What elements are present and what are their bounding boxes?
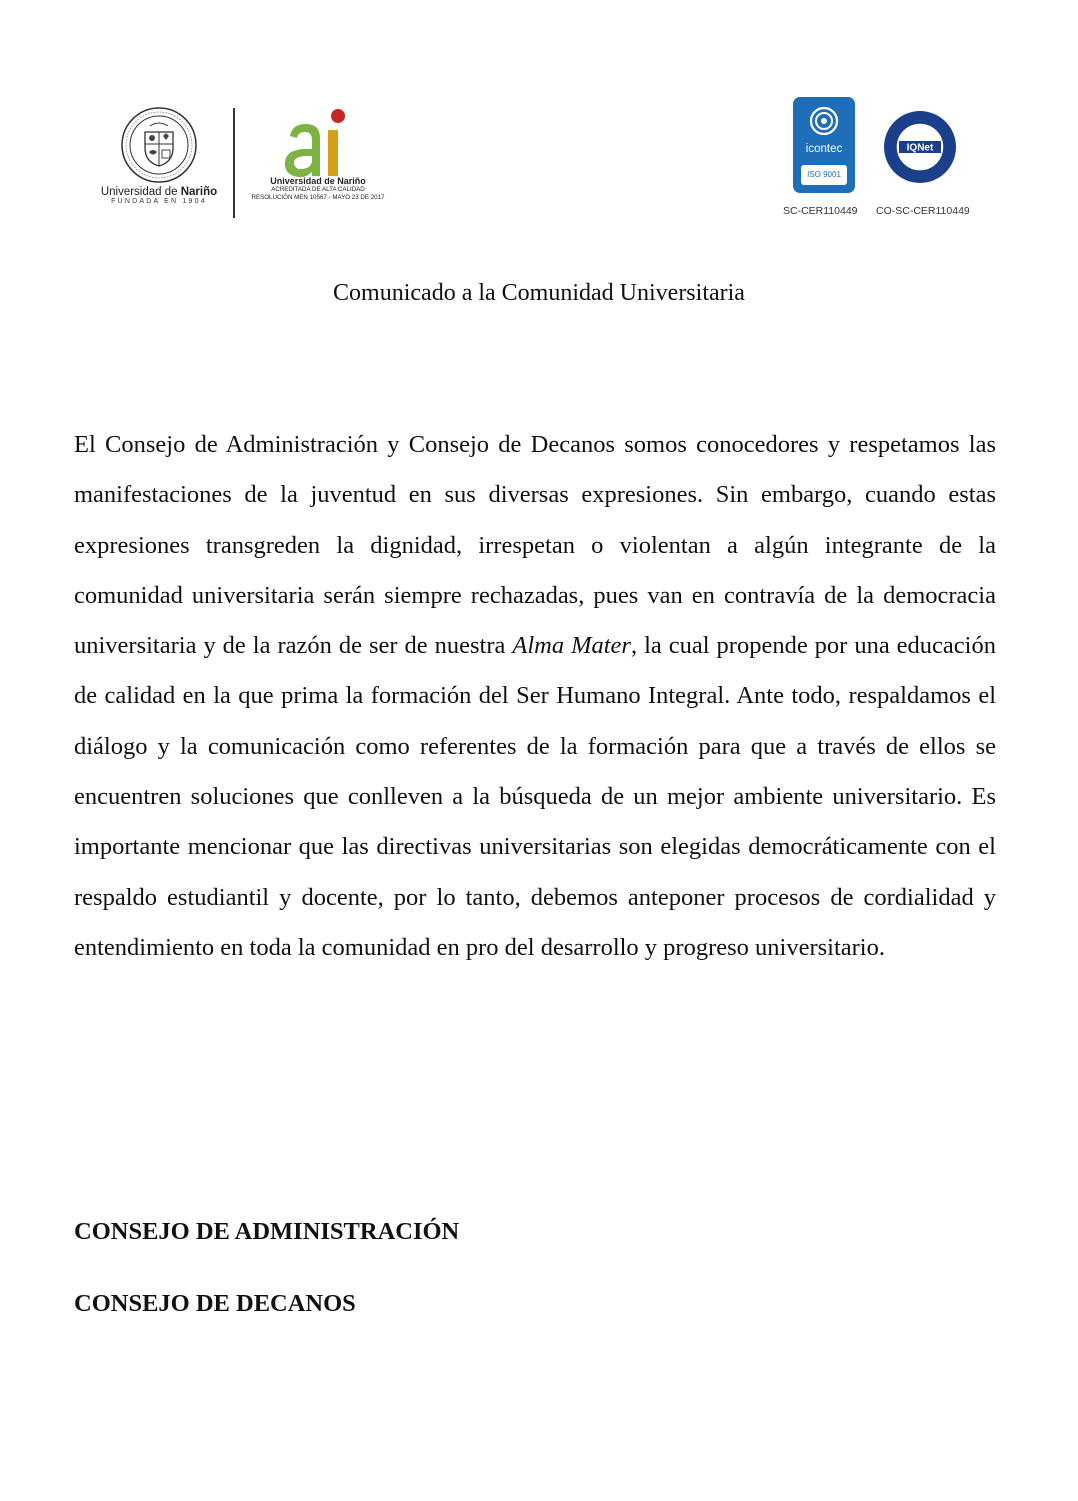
university-seal-icon (120, 106, 198, 184)
icontec-icon (793, 97, 855, 143)
university-name: Universidad de Nariño (100, 186, 218, 198)
icontec-standard: ISO 9001 (801, 165, 847, 185)
document-body (74, 420, 996, 973)
document-title: Comunicado a la Comunidad Universitaria (333, 280, 745, 306)
university-founded: FUNDADA EN 1904 (111, 198, 207, 205)
university-seal-block (98, 106, 220, 205)
accreditation-logo-block (248, 106, 388, 202)
body-text-italic: Alma Mater (512, 632, 631, 660)
accreditation-line-2: RESOLUCIÓN MEN 10567 - MAYO 23 DE 2017 (251, 194, 385, 201)
university-logo-block (98, 106, 388, 218)
logo-divider (233, 108, 235, 218)
signature-consejo-decanos: CONSEJO DE DECANOS (74, 1290, 356, 1317)
certification-logos (780, 97, 980, 222)
icontec-name: icontec (805, 143, 843, 155)
cert-code-2: CO-SC-CER110449 (876, 205, 970, 217)
body-text-part-2: , la cual propende por una educación de calidad en la que prima la formación del Ser Humano Integral. Ante todo, respaldamos el diálogo y la comunicación como referentes de la formación para que a través de ellos se encuentren soluciones que conlleven a la búsqueda de un mejor ambiente universitario. Es importante mencionar que las directivas universitarias son elegidas democráticamente con el respaldo estudiantil y docente, por lo tanto, debemos anteponer procesos de cordialidad y entendimiento en toda la comunidad en pro del desarrollo y progreso universitario. (74, 632, 996, 961)
iqnet-text: IQNet (906, 142, 934, 154)
iqnet-certification-icon (882, 109, 958, 185)
ai-accreditation-icon (278, 106, 358, 178)
signature-consejo-administracion: CONSEJO DE ADMINISTRACIÓN (74, 1218, 460, 1245)
accreditation-university-name: Universidad de Nariño (270, 176, 366, 186)
cert-code-1: SC-CER110449 (783, 205, 858, 217)
icontec-badge (793, 97, 855, 193)
accreditation-line-1: ACREDITADA DE ALTA CALIDAD (271, 186, 365, 193)
body-text-part-1: El Consejo de Administración y Consejo de Decanos somos conocedores y respetamos las manifestaciones de la juventud en sus diversas expresiones. Sin embargo, cuando estas expresiones transgreden la dignidad, irrespetan o violentan a algún integrante de la comunidad universitaria serán siempre rechazadas, pues van en contravía de la democracia universitaria y de la razón de ser de nuestra (74, 431, 996, 660)
